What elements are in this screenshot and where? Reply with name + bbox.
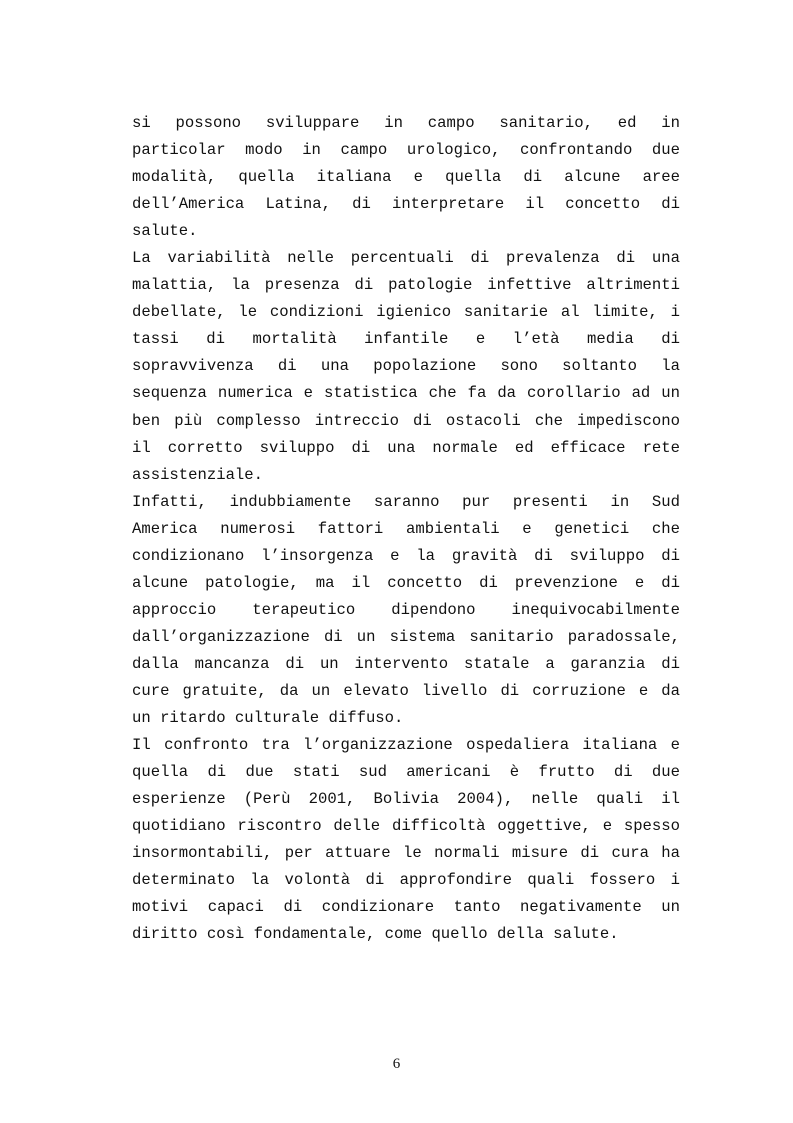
text-line: assistenziale. (132, 465, 264, 484)
text-line: America numerosi fattori ambientali e genetici che (132, 519, 680, 538)
text-line: insormontabili, per attuare le normali misure di cura ha (132, 844, 680, 863)
text-line: dell’America Latina, di interpretare il concetto di (132, 195, 680, 214)
text-line: debellate, le condizioni igienico sanitarie al limite, i (132, 303, 680, 322)
text-line: salute. (132, 222, 198, 241)
text-line: modalità, quella italiana e quella di alcune aree (132, 168, 680, 187)
text-line: dall’organizzazione di un sistema sanitario paradossale, (132, 627, 680, 646)
body-text (132, 110, 680, 948)
text-line: La variabilità nelle percentuali di prevalenza di una (132, 249, 680, 268)
text-line: malattia, la presenza di patologie infettive altrimenti (132, 276, 680, 295)
page-number: 6 (392, 1056, 401, 1072)
text-line: Il confronto tra l’organizzazione ospedaliera italiana e (132, 736, 680, 755)
text-line: particolar modo in campo urologico, confrontando due (132, 141, 680, 160)
text-line: un ritardo culturale diffuso. (132, 709, 404, 728)
text-line: ben più complesso intreccio di ostacoli che impediscono (132, 411, 680, 430)
text-line: approccio terapeutico dipendono inequivocabilmente (132, 600, 680, 619)
text-line: cure gratuite, da un elevato livello di corruzione e da (132, 681, 680, 700)
text-line: sopravvivenza di una popolazione sono soltanto la (132, 357, 680, 376)
text-line: si possono sviluppare in campo sanitario, ed in (132, 114, 680, 132)
text-line: determinato la volontà di approfondire quali fossero i (132, 871, 680, 890)
text-line: dalla mancanza di un intervento statale a garanzia di (132, 654, 680, 673)
text-line: quella di due stati sud americani è frutto di due (132, 763, 680, 782)
text-line: diritto così fondamentale, come quello della salute. (132, 925, 619, 944)
text-line: Infatti, indubbiamente saranno pur presenti in Sud (132, 492, 680, 511)
text-line: il corretto sviluppo di una normale ed efficace rete (132, 438, 680, 457)
text-line: alcune patologie, ma il concetto di prevenzione e di (132, 573, 680, 592)
text-line: tassi di mortalità infantile e l’età media di (132, 330, 680, 349)
text-line: sequenza numerica e statistica che fa da corollario ad un (132, 384, 680, 403)
text-line: quotidiano riscontro delle difficoltà oggettive, e spesso (132, 817, 680, 836)
text-line: motivi capaci di condizionare tanto negativamente un (132, 898, 680, 917)
text-line: esperienze (Perù 2001, Bolivia 2004), nelle quali il (132, 790, 680, 809)
text-line: condizionano l’insorgenza e la gravità di sviluppo di (132, 546, 680, 565)
